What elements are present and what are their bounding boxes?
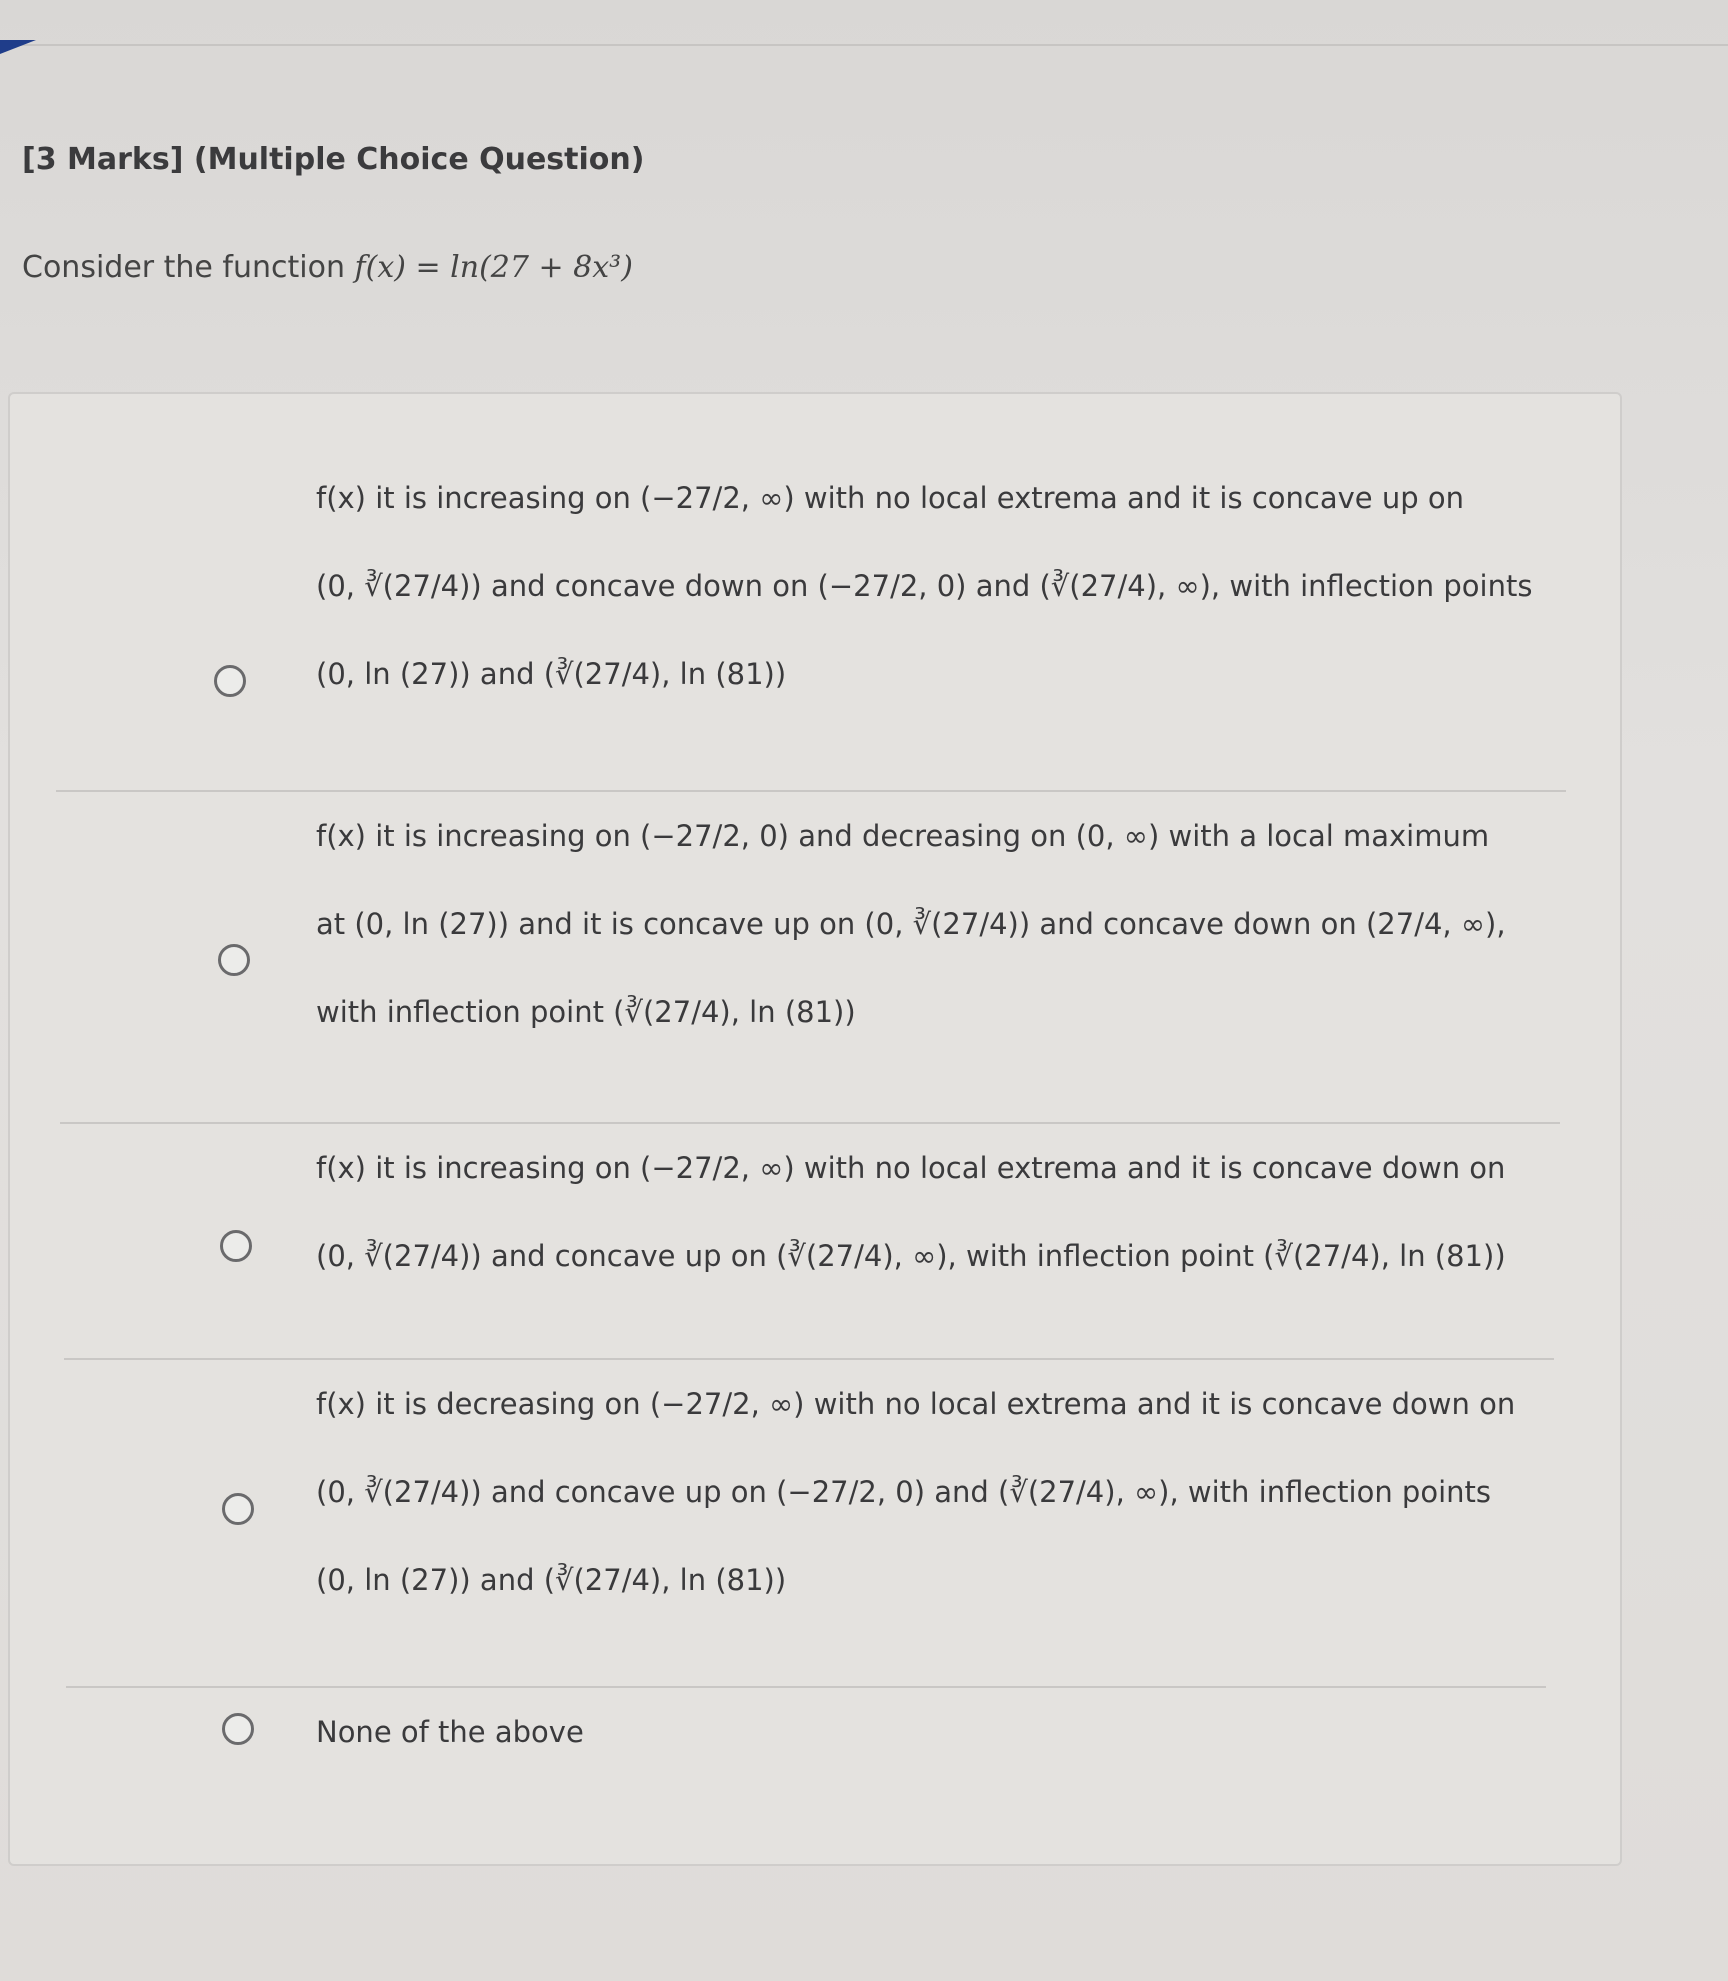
flag-icon[interactable] <box>0 40 36 54</box>
option-1-line-2: (0, ∛(27/4)) and concave down on (−27/2, 0) and (∛(27/4), ∞), with inflection points <box>316 569 1533 603</box>
option-1-text <box>316 454 1532 718</box>
option-2-text <box>316 792 1506 1056</box>
option-5-line-1: None of the above <box>316 1715 584 1749</box>
question-marks-label: [3 Marks] (Multiple Choice Question) <box>22 142 645 177</box>
prompt-text: Consider the function <box>22 250 345 285</box>
option-3-line-1: f(x) it is increasing on (−27/2, ∞) with no local extrema and it is concave down on <box>316 1151 1506 1185</box>
radio-button-3[interactable] <box>220 1230 252 1262</box>
option-4-line-2: (0, ∛(27/4)) and concave up on (−27/2, 0) and (∛(27/4), ∞), with inflection points <box>316 1475 1491 1509</box>
option-3-text <box>316 1124 1506 1300</box>
option-2-line-2: at (0, ln (27)) and it is concave up on (0, ∛(27/4)) and concave down on (27/4, ∞), <box>316 907 1506 941</box>
radio-button-5[interactable] <box>222 1713 254 1745</box>
option-2-line-1: f(x) it is increasing on (−27/2, 0) and decreasing on (0, ∞) with a local maximum <box>316 819 1490 853</box>
question-prompt <box>22 250 633 285</box>
option-1-line-1: f(x) it is increasing on (−27/2, ∞) with no local extrema and it is concave up on <box>316 481 1464 515</box>
radio-button-2[interactable] <box>218 944 250 976</box>
option-2-line-3: with inflection point (∛(27/4), ln (81)) <box>316 995 856 1029</box>
option-1-line-3: (0, ln (27)) and (∛(27/4), ln (81)) <box>316 657 787 691</box>
radio-button-4[interactable] <box>222 1493 254 1525</box>
option-4-line-1: f(x) it is decreasing on (−27/2, ∞) with no local extrema and it is concave down on <box>316 1387 1516 1421</box>
option-4-line-3: (0, ln (27)) and (∛(27/4), ln (81)) <box>316 1563 787 1597</box>
option-5-text <box>316 1688 584 1776</box>
option-divider <box>66 1686 1546 1688</box>
radio-button-1[interactable] <box>214 665 246 697</box>
option-4-text <box>316 1360 1515 1624</box>
function-expression: f(x) = ln(27 + 8x³) <box>354 250 633 285</box>
top-divider <box>0 44 1728 46</box>
answer-options-panel <box>8 392 1622 1866</box>
option-3-line-2: (0, ∛(27/4)) and concave up on (∛(27/4), ∞), with inflection point (∛(27/4), ln (81)) <box>316 1239 1506 1273</box>
